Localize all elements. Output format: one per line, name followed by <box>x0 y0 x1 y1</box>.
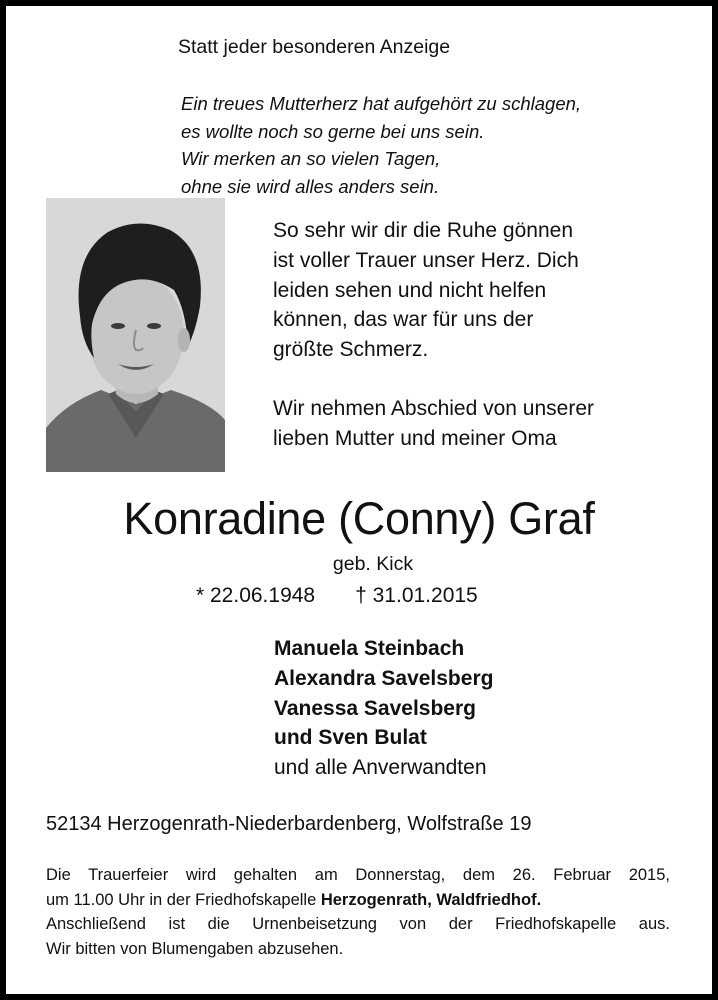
service-location: Herzogenrath, Waldfriedhof. <box>320 890 542 909</box>
mourner-name: Vanessa Savelsberg <box>274 696 476 720</box>
farewell-text <box>273 394 673 454</box>
life-dates <box>196 584 478 608</box>
service-details <box>46 863 670 961</box>
poem-line: ohne sie wird alles anders sein. <box>181 175 440 197</box>
notice-header: Statt jeder besonderen Anzeige <box>178 36 451 58</box>
poem-line: Wir merken an so vielen Tagen, <box>181 148 441 169</box>
left-eye <box>111 323 125 329</box>
address: 52134 Herzogenrath-Niederbardenberg, Wolfstraße 19 <box>46 813 532 835</box>
portrait-photo <box>46 198 225 472</box>
service-line: Wir bitten von Blumengaben abzusehen. <box>46 939 344 958</box>
mourner-name: Manuela Steinbach <box>274 637 465 660</box>
mourner-name: Alexandra Savelsberg <box>274 666 494 690</box>
quote-line: können, das war für uns der <box>273 308 534 332</box>
quote-line: leiden sehen und nicht helfen <box>273 278 547 302</box>
service-line <box>46 888 670 913</box>
poem <box>181 90 581 200</box>
quote-block <box>273 216 671 365</box>
right-eye <box>147 323 161 329</box>
birth-name: geb. Kick <box>332 553 414 575</box>
birth-date: * 22.06.1948 <box>196 584 316 607</box>
farewell-line: Wir nehmen Abschied von unserer <box>273 397 594 420</box>
farewell-line: lieben Mutter und meiner Oma <box>273 426 557 450</box>
poem-line: es wollte noch so gerne bei uns sein. <box>181 120 485 142</box>
portrait-image <box>46 198 225 472</box>
death-date: † 31.01.2015 <box>355 584 478 607</box>
quote-line: So sehr wir dir die Ruhe gönnen <box>273 219 574 242</box>
ear <box>178 328 190 352</box>
poem-line: Ein treues Mutterherz hat aufgehört zu schlagen, <box>181 93 582 114</box>
relatives-line: und alle Anverwandten <box>274 756 487 780</box>
service-line: Anschließend ist die Urnenbeisetzung von der Friedhofskapelle aus. <box>46 915 670 933</box>
quote-line: größte Schmerz. <box>273 338 429 362</box>
mourner-name: und Sven Bulat <box>274 726 427 750</box>
service-time-text: um 11.00 Uhr in der Friedhofskapelle <box>46 890 321 909</box>
deceased-name: Konradine (Conny) Graf <box>123 493 595 544</box>
mourners-list <box>274 634 493 783</box>
service-line: Die Trauerfeier wird gehalten am Donnerstag, dem 26. Februar 2015, <box>46 866 670 884</box>
quote-line: ist voller Trauer unser Herz. Dich <box>273 248 579 272</box>
